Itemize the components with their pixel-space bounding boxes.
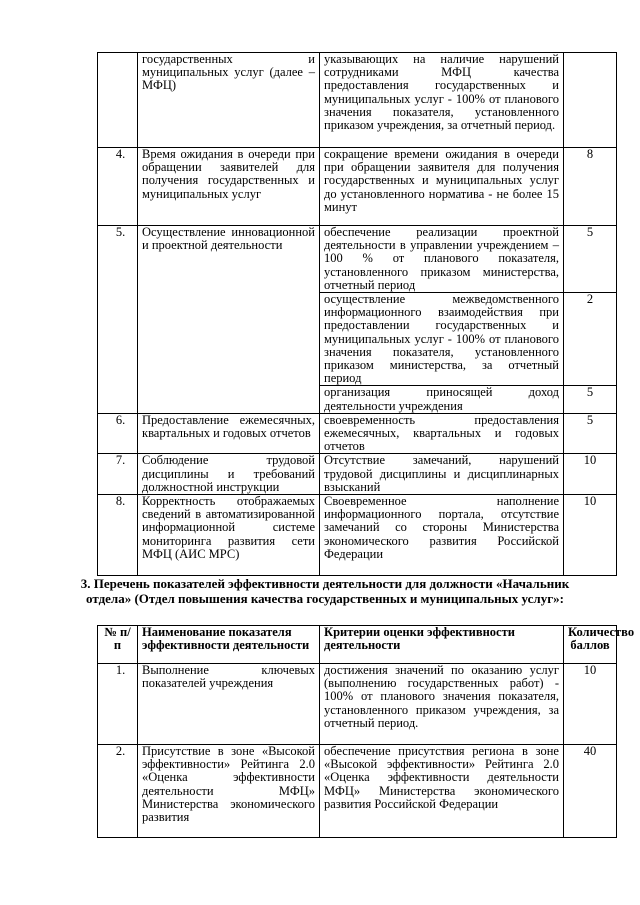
indicator-name: Присутствие в зоне «Высокой эффективности» Рейтинга 2.0 «Оценка эффективности деятельности МФЦ» Министерства экономического развития	[138, 745, 320, 838]
indicators-table-head-of-department	[97, 625, 635, 838]
indicator-name: Предоставление ежемесячных, квартальных и годовых отчетов	[138, 413, 320, 454]
criteria-text: сокращение времени ожидания в очереди при обращении заявителя для получения государственных и муниципальных услуг до установленного норматива - не более 15 минут	[320, 148, 564, 226]
criteria-text: указывающих на наличие нарушений сотрудниками МФЦ качества предоставления государственных и муниципальных услуг - 100% от планового значения показателя, установленного приказом учреждения, за отчетный период.	[320, 53, 564, 148]
indicators-table-continued	[97, 52, 617, 576]
table-row	[98, 148, 617, 226]
row-number: 2.	[98, 745, 138, 838]
row-number: 8.	[98, 495, 138, 576]
criteria-text: Отсутствие замечаний, нарушений трудовой дисциплины и дисциплинарных взысканий	[320, 454, 564, 495]
criteria-text: своевременность предоставления ежемесячных, квартальных и годовых отчетов	[320, 413, 564, 454]
table-row	[98, 495, 617, 576]
score-value: 5	[564, 386, 617, 413]
header-indicator-name: Наименование показателя эффективности деятельности	[138, 626, 320, 664]
indicator-name: Соблюдение трудовой дисциплины и требований должностной инструкции	[138, 454, 320, 495]
row-number: 7.	[98, 454, 138, 495]
indicator-name: Выполнение ключевых показателей учреждения	[138, 664, 320, 745]
score-value: 8	[564, 148, 617, 226]
criteria-text: осуществление межведомственного информационного взаимодействия при предоставлении государственных и муниципальных услуг - 100% от планового значения показателя, установленного приказом министерства, за отчетный период	[320, 293, 564, 386]
indicator-name: Осуществление инновационной и проектной деятельности	[138, 226, 320, 414]
row-number: 4.	[98, 148, 138, 226]
table-row	[98, 664, 617, 745]
criteria-text: обеспечение реализации проектной деятельности в управлении учреждением – 100 % от планового показателя, установленного приказом министерства, отчетный период	[320, 226, 564, 293]
table-row	[98, 53, 617, 148]
criteria-text: Своевременное наполнение информационного портала, отсутствие замечаний со стороны Министерства экономического развития Российской Федерации	[320, 495, 564, 576]
score-value: 10	[564, 454, 617, 495]
score-value: 10	[564, 495, 617, 576]
criteria-text: обеспечение присутствия региона в зоне «Высокой эффективности» Рейтинга 2.0 «Оценка эффективности деятельности МФЦ» Министерства экономического развития Российской Федерации	[320, 745, 564, 838]
indicator-name: Корректность отображаемых сведений в автоматизированной информационной системе мониторинга развития сети МФЦ (АИС МРС)	[138, 495, 320, 576]
criteria-text: достижения значений по оказанию услуг (выполнению государственных работ) - 100% от планового значения показателя, установленного приказом учреждения, за отчетный период.	[320, 664, 564, 745]
table-row	[98, 745, 617, 838]
score-value	[564, 53, 617, 148]
criteria-text: организация приносящей доход деятельности учреждения	[320, 386, 564, 413]
indicator-name: государственных и муниципальных услуг (далее – МФЦ)	[138, 53, 320, 148]
indicator-name: Время ожидания в очереди при обращении заявителей для получения государственных и муниципальных услуг	[138, 148, 320, 226]
score-value: 5	[564, 226, 617, 293]
header-number: № п/п	[98, 626, 138, 664]
header-criteria: Критерии оценки эффективности деятельности	[320, 626, 564, 664]
row-number	[98, 53, 138, 148]
score-value: 2	[564, 293, 617, 386]
score-value: 10	[564, 664, 617, 745]
section-heading: 3. Перечень показателей эффективности деятельности для должности «Начальник отдела» (Отдел повышения качества государственных и муниципальных услуг»:	[80, 576, 570, 606]
table-row	[98, 413, 617, 454]
table-row	[98, 454, 617, 495]
header-score: Количество баллов	[564, 626, 617, 664]
table-row	[98, 226, 617, 293]
row-number: 6.	[98, 413, 138, 454]
row-number: 5.	[98, 226, 138, 414]
score-value: 5	[564, 413, 617, 454]
row-number: 1.	[98, 664, 138, 745]
table-header-row	[98, 626, 617, 664]
score-value: 40	[564, 745, 617, 838]
